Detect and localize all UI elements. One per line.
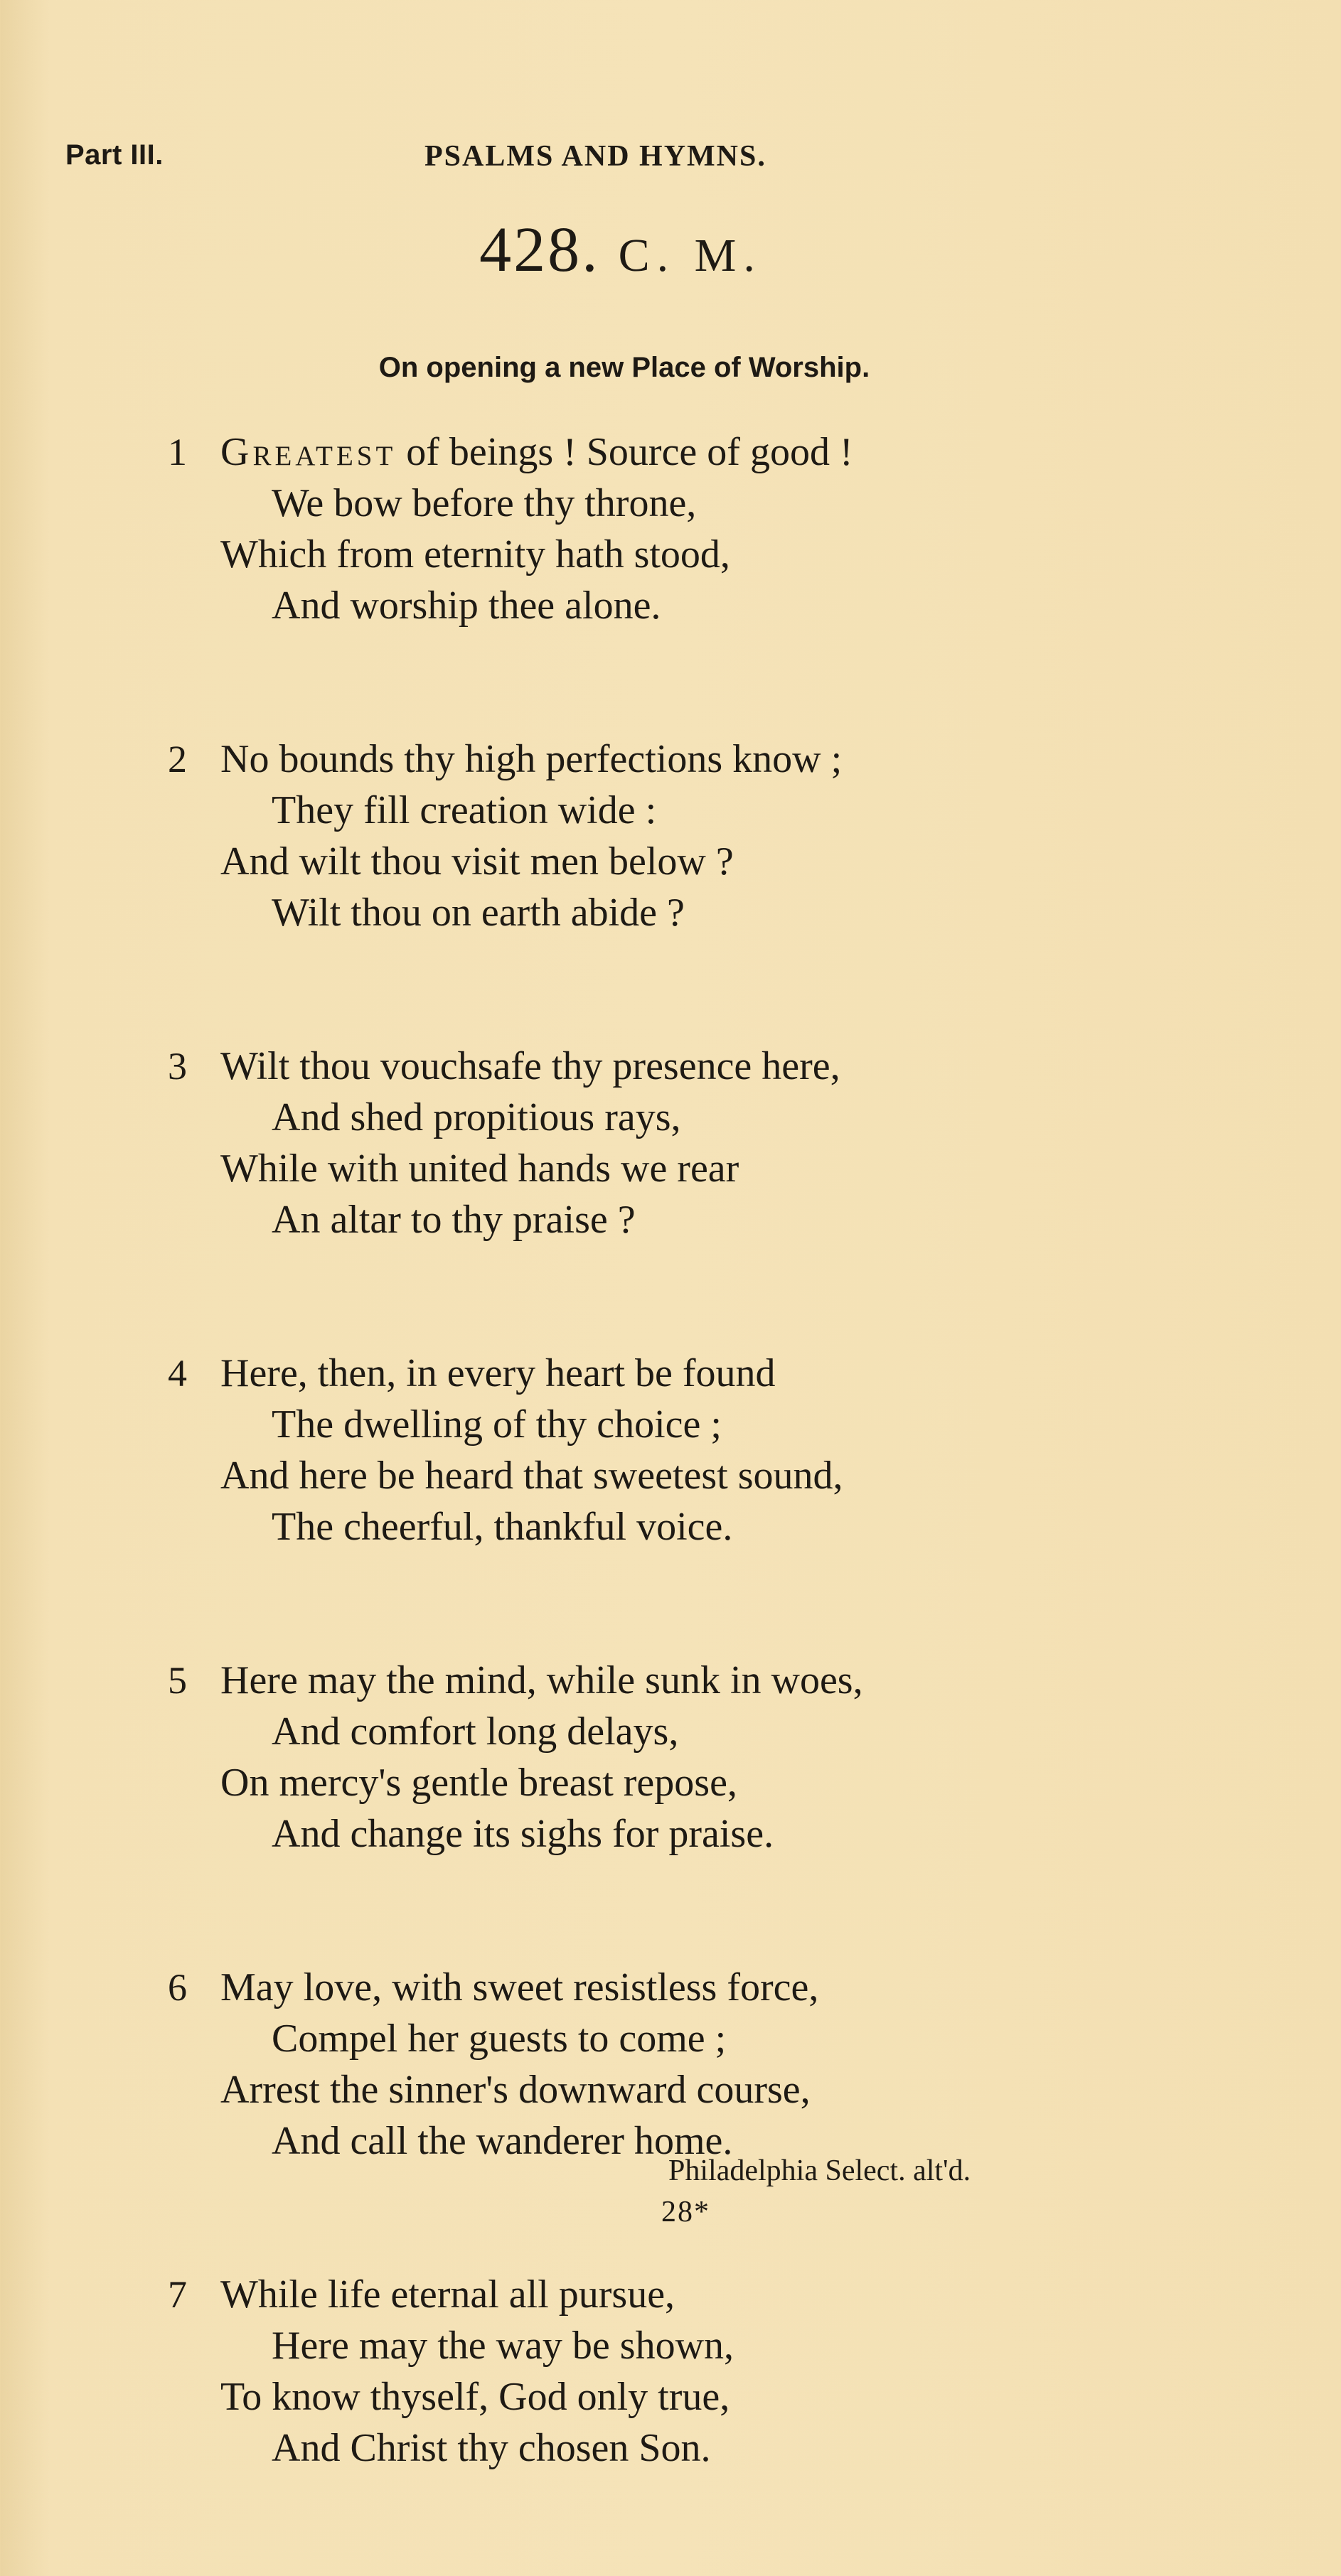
verse-line: Here may the way be shown,	[272, 2324, 734, 2368]
verse-line: On mercy's gentle breast repose,	[220, 1761, 737, 1805]
verse-line: And here be heard that sweetest sound,	[220, 1454, 843, 1498]
stanza-number: 1	[168, 431, 187, 473]
verse-line: Wilt thou vouchsafe thy presence here,	[220, 1044, 840, 1088]
verse-line: While with united hands we rear	[220, 1147, 739, 1191]
verse-line: We bow before thy throne,	[272, 481, 697, 525]
stanza-number: 7	[168, 2273, 187, 2316]
verse-line: And shed propitious rays,	[272, 1095, 681, 1139]
verse-line: Compel her guests to come ;	[272, 2017, 727, 2061]
verse-line: The cheerful, thankful voice.	[272, 1505, 733, 1549]
stanza-number: 3	[168, 1045, 187, 1088]
verse-line: They fill creation wide :	[272, 788, 657, 832]
stanza-7	[0, 2269, 1341, 2576]
verse-line: And call the wanderer home.	[272, 2119, 733, 2163]
verse-line: And wilt thou visit men below ?	[220, 839, 734, 884]
verse-line: Here, then, in every heart be found	[220, 1351, 776, 1395]
stanza-number: 6	[168, 1966, 187, 2009]
verses	[0, 426, 1341, 2576]
hymn-meter: C. M.	[618, 230, 762, 281]
running-title: PSALMS AND HYMNS.	[424, 140, 766, 173]
stanza-4	[0, 1348, 1341, 1655]
verse-line: The dwelling of thy choice ;	[272, 1402, 722, 1447]
verse-line: And worship thee alone.	[272, 584, 661, 628]
attribution: Philadelphia Select. alt'd.	[668, 2154, 971, 2187]
stanza-number: 4	[168, 1352, 187, 1395]
verse-line: Wilt thou on earth abide ?	[272, 891, 685, 935]
signature-mark: 28*	[661, 2196, 710, 2228]
verse-line: No bounds thy high perfections know ;	[220, 737, 843, 781]
stanza-2	[0, 734, 1341, 1041]
verse-line: Which from eternity hath stood,	[220, 532, 730, 576]
verse-line: To know thyself, God only true,	[220, 2375, 730, 2419]
hymn-number: 428.	[479, 215, 600, 285]
verse-line: Greatest of beings ! Source of good !	[220, 430, 853, 474]
verse-line: An altar to thy praise ?	[272, 1198, 636, 1242]
verse-line: And change its sighs for praise.	[272, 1812, 774, 1856]
hymn-occasion: On opening a new Place of Worship.	[378, 352, 870, 383]
running-head	[65, 139, 943, 182]
stanza-number: 2	[168, 738, 187, 780]
stanza-1	[0, 426, 1341, 734]
stanza-3	[0, 1041, 1341, 1348]
verse-line: Arrest the sinner's downward course,	[220, 2068, 811, 2112]
stanza-number: 5	[168, 1659, 187, 1702]
stanza-5	[0, 1655, 1341, 1962]
verse-line: While life eternal all pursue,	[220, 2272, 675, 2317]
first-word: Greatest	[220, 430, 397, 474]
verse-line: And comfort long delays,	[272, 1710, 679, 1754]
hymn-heading	[0, 213, 1341, 286]
verse-line: And Christ thy chosen Son.	[272, 2426, 711, 2470]
verse-line: Here may the mind, while sunk in woes,	[220, 1658, 863, 1702]
part-label: Part III.	[65, 139, 164, 171]
verse-line: May love, with sweet resistless force,	[220, 1965, 819, 2009]
